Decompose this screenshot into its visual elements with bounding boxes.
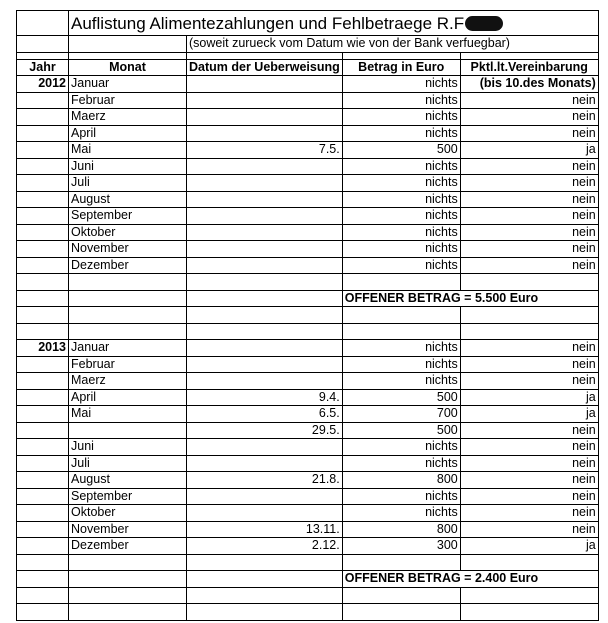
month-cell: August bbox=[69, 472, 187, 489]
punctual-cell: ja bbox=[460, 142, 598, 159]
punctual-cell: nein bbox=[460, 455, 598, 472]
open-amount-row bbox=[17, 571, 599, 588]
date-cell bbox=[187, 175, 343, 192]
empty-cell bbox=[17, 422, 69, 439]
month-cell: April bbox=[69, 125, 187, 142]
date-cell bbox=[187, 76, 343, 93]
punctual-cell: nein bbox=[460, 373, 598, 390]
table-row bbox=[17, 373, 599, 390]
date-cell: 2.12. bbox=[187, 538, 343, 555]
empty-cell bbox=[17, 191, 69, 208]
empty-cell bbox=[460, 307, 598, 324]
empty-cell bbox=[187, 554, 343, 571]
month-cell: Maerz bbox=[69, 373, 187, 390]
empty-cell bbox=[187, 604, 343, 621]
table-row bbox=[17, 191, 599, 208]
empty-cell bbox=[17, 356, 69, 373]
empty-cell bbox=[17, 505, 69, 522]
empty-cell bbox=[17, 554, 69, 571]
amount-cell: nichts bbox=[342, 488, 460, 505]
date-cell bbox=[187, 340, 343, 357]
date-cell: 6.5. bbox=[187, 406, 343, 423]
empty-cell bbox=[342, 323, 460, 340]
date-cell: 21.8. bbox=[187, 472, 343, 489]
date-cell: 9.4. bbox=[187, 389, 343, 406]
month-cell: August bbox=[69, 191, 187, 208]
empty-cell bbox=[69, 587, 187, 604]
table-row bbox=[17, 76, 599, 93]
punctual-cell: nein bbox=[460, 109, 598, 126]
payment-table bbox=[16, 10, 599, 621]
empty-cell bbox=[17, 373, 69, 390]
month-cell: Januar bbox=[69, 340, 187, 357]
month-cell: Juli bbox=[69, 455, 187, 472]
amount-cell: nichts bbox=[342, 125, 460, 142]
month-cell: Januar bbox=[69, 76, 187, 93]
amount-cell: nichts bbox=[342, 257, 460, 274]
empty-cell bbox=[460, 604, 598, 621]
amount-cell: nichts bbox=[342, 109, 460, 126]
empty-cell bbox=[187, 307, 343, 324]
month-cell: Maerz bbox=[69, 109, 187, 126]
date-cell bbox=[187, 439, 343, 456]
table-row bbox=[17, 125, 599, 142]
punctual-cell: nein bbox=[460, 208, 598, 225]
month-cell: Februar bbox=[69, 92, 187, 109]
month-cell: November bbox=[69, 241, 187, 258]
date-cell bbox=[187, 257, 343, 274]
subtitle: (soweit zurueck vom Datum wie von der Bank verfuegbar) bbox=[187, 36, 599, 53]
empty-cell bbox=[17, 36, 69, 53]
empty-cell bbox=[17, 224, 69, 241]
empty-cell bbox=[460, 587, 598, 604]
empty-cell bbox=[69, 290, 187, 307]
table-row bbox=[17, 455, 599, 472]
header-pkt: Pktl.lt.Vereinbarung bbox=[460, 59, 598, 76]
month-cell: Juni bbox=[69, 439, 187, 456]
amount-cell: nichts bbox=[342, 92, 460, 109]
empty-cell bbox=[17, 406, 69, 423]
month-cell: Februar bbox=[69, 356, 187, 373]
empty-cell bbox=[69, 571, 187, 588]
punctual-cell: nein bbox=[460, 521, 598, 538]
table-row bbox=[17, 422, 599, 439]
empty-cell bbox=[69, 307, 187, 324]
empty-cell bbox=[342, 604, 460, 621]
month-cell bbox=[69, 422, 187, 439]
table-row bbox=[17, 389, 599, 406]
month-cell: Dezember bbox=[69, 257, 187, 274]
amount-cell: 500 bbox=[342, 422, 460, 439]
table-row bbox=[17, 224, 599, 241]
punctual-cell: nein bbox=[460, 257, 598, 274]
punctual-cell: nein bbox=[460, 224, 598, 241]
empty-cell bbox=[17, 307, 69, 324]
header-monat: Monat bbox=[69, 59, 187, 76]
title-row bbox=[17, 11, 599, 36]
month-cell: September bbox=[69, 488, 187, 505]
empty-cell bbox=[17, 175, 69, 192]
empty-cell bbox=[17, 125, 69, 142]
date-cell bbox=[187, 191, 343, 208]
date-cell bbox=[187, 241, 343, 258]
table-row bbox=[17, 505, 599, 522]
amount-cell: 800 bbox=[342, 472, 460, 489]
subtitle-row bbox=[17, 36, 599, 53]
punctual-cell: nein bbox=[460, 125, 598, 142]
punctual-cell: nein bbox=[460, 422, 598, 439]
punctual-cell: nein bbox=[460, 505, 598, 522]
empty-cell bbox=[69, 36, 187, 53]
month-cell: Oktober bbox=[69, 505, 187, 522]
punctual-cell: ja bbox=[460, 538, 598, 555]
empty-row bbox=[17, 604, 599, 621]
empty-cell bbox=[17, 571, 69, 588]
table-row bbox=[17, 356, 599, 373]
amount-cell: nichts bbox=[342, 191, 460, 208]
amount-cell: 800 bbox=[342, 521, 460, 538]
open-amount-row bbox=[17, 290, 599, 307]
empty-row bbox=[17, 587, 599, 604]
amount-cell: 300 bbox=[342, 538, 460, 555]
empty-cell bbox=[187, 323, 343, 340]
empty-cell bbox=[17, 290, 69, 307]
punctual-cell: nein bbox=[460, 488, 598, 505]
punctual-cell: nein bbox=[460, 340, 598, 357]
empty-cell bbox=[187, 274, 343, 291]
punctual-cell: ja bbox=[460, 406, 598, 423]
amount-cell: nichts bbox=[342, 439, 460, 456]
table-row bbox=[17, 175, 599, 192]
amount-cell: nichts bbox=[342, 158, 460, 175]
table-row bbox=[17, 488, 599, 505]
empty-cell bbox=[17, 274, 69, 291]
date-cell: 29.5. bbox=[187, 422, 343, 439]
table-row bbox=[17, 439, 599, 456]
punctual-cell: nein bbox=[460, 472, 598, 489]
empty-cell bbox=[187, 587, 343, 604]
empty-cell bbox=[460, 274, 598, 291]
empty-cell bbox=[342, 274, 460, 291]
empty-cell bbox=[17, 455, 69, 472]
empty-cell bbox=[69, 604, 187, 621]
month-cell: Mai bbox=[69, 406, 187, 423]
redaction-mark bbox=[465, 16, 503, 31]
empty-cell bbox=[17, 488, 69, 505]
deadline-note: (bis 10.des Monats) bbox=[460, 76, 598, 93]
empty-row bbox=[17, 307, 599, 324]
date-cell bbox=[187, 125, 343, 142]
table-row bbox=[17, 109, 599, 126]
empty-row bbox=[17, 323, 599, 340]
empty-row bbox=[17, 554, 599, 571]
date-cell: 7.5. bbox=[187, 142, 343, 159]
header-datum: Datum der Ueberweisung bbox=[187, 59, 343, 76]
date-cell bbox=[187, 224, 343, 241]
month-cell: Mai bbox=[69, 142, 187, 159]
empty-cell bbox=[187, 571, 343, 588]
punctual-cell: nein bbox=[460, 191, 598, 208]
punctual-cell: nein bbox=[460, 241, 598, 258]
amount-cell: nichts bbox=[342, 455, 460, 472]
empty-cell bbox=[342, 554, 460, 571]
empty-cell bbox=[187, 290, 343, 307]
table-row bbox=[17, 538, 599, 555]
table-row bbox=[17, 521, 599, 538]
spacer-row bbox=[17, 52, 599, 59]
table-row bbox=[17, 340, 599, 357]
month-cell: Juli bbox=[69, 175, 187, 192]
amount-cell: nichts bbox=[342, 356, 460, 373]
empty-cell bbox=[17, 241, 69, 258]
date-cell bbox=[187, 455, 343, 472]
month-cell: November bbox=[69, 521, 187, 538]
amount-cell: nichts bbox=[342, 241, 460, 258]
month-cell: Dezember bbox=[69, 538, 187, 555]
empty-cell bbox=[17, 439, 69, 456]
empty-cell bbox=[17, 587, 69, 604]
table-row bbox=[17, 142, 599, 159]
open-amount: OFFENER BETRAG = 5.500 Euro bbox=[342, 290, 598, 307]
table-row bbox=[17, 257, 599, 274]
header-betrag: Betrag in Euro bbox=[342, 59, 460, 76]
table-row bbox=[17, 208, 599, 225]
amount-cell: nichts bbox=[342, 224, 460, 241]
open-amount: OFFENER BETRAG = 2.400 Euro bbox=[342, 571, 598, 588]
empty-cell bbox=[69, 554, 187, 571]
amount-cell: nichts bbox=[342, 373, 460, 390]
month-cell: April bbox=[69, 389, 187, 406]
empty-cell bbox=[17, 109, 69, 126]
empty-cell bbox=[17, 11, 69, 36]
empty-cell bbox=[17, 323, 69, 340]
date-cell: 13.11. bbox=[187, 521, 343, 538]
title-cell bbox=[69, 11, 599, 36]
table-row bbox=[17, 158, 599, 175]
amount-cell: 700 bbox=[342, 406, 460, 423]
punctual-cell: nein bbox=[460, 439, 598, 456]
table-row bbox=[17, 472, 599, 489]
punctual-cell: nein bbox=[460, 92, 598, 109]
date-cell bbox=[187, 208, 343, 225]
punctual-cell: nein bbox=[460, 158, 598, 175]
table-row bbox=[17, 92, 599, 109]
amount-cell: 500 bbox=[342, 142, 460, 159]
empty-cell bbox=[17, 208, 69, 225]
date-cell bbox=[187, 488, 343, 505]
empty-cell bbox=[342, 307, 460, 324]
year-cell: 2012 bbox=[17, 76, 69, 93]
month-cell: Juni bbox=[69, 158, 187, 175]
header-jahr: Jahr bbox=[17, 59, 69, 76]
empty-cell bbox=[17, 257, 69, 274]
month-cell: Oktober bbox=[69, 224, 187, 241]
date-cell bbox=[187, 373, 343, 390]
amount-cell: nichts bbox=[342, 208, 460, 225]
empty-cell bbox=[17, 142, 69, 159]
year-cell: 2013 bbox=[17, 340, 69, 357]
empty-cell bbox=[460, 554, 598, 571]
punctual-cell: nein bbox=[460, 175, 598, 192]
amount-cell: nichts bbox=[342, 340, 460, 357]
amount-cell: nichts bbox=[342, 175, 460, 192]
empty-cell bbox=[17, 521, 69, 538]
table-row bbox=[17, 406, 599, 423]
date-cell bbox=[187, 356, 343, 373]
date-cell bbox=[187, 158, 343, 175]
empty-cell bbox=[460, 323, 598, 340]
punctual-cell: nein bbox=[460, 356, 598, 373]
empty-cell bbox=[17, 389, 69, 406]
empty-cell bbox=[17, 538, 69, 555]
header-row bbox=[17, 59, 599, 76]
month-cell: September bbox=[69, 208, 187, 225]
table-row bbox=[17, 241, 599, 258]
empty-cell bbox=[17, 92, 69, 109]
empty-cell bbox=[69, 274, 187, 291]
date-cell bbox=[187, 109, 343, 126]
amount-cell: nichts bbox=[342, 505, 460, 522]
empty-cell bbox=[17, 158, 69, 175]
empty-cell bbox=[342, 587, 460, 604]
document-title: Auflistung Alimentezahlungen und Fehlbetraege R.F bbox=[71, 13, 465, 33]
empty-cell bbox=[17, 604, 69, 621]
punctual-cell: ja bbox=[460, 389, 598, 406]
empty-cell bbox=[69, 323, 187, 340]
date-cell bbox=[187, 505, 343, 522]
amount-cell: 500 bbox=[342, 389, 460, 406]
empty-cell bbox=[17, 472, 69, 489]
empty-row bbox=[17, 274, 599, 291]
date-cell bbox=[187, 92, 343, 109]
amount-cell: nichts bbox=[342, 76, 460, 93]
